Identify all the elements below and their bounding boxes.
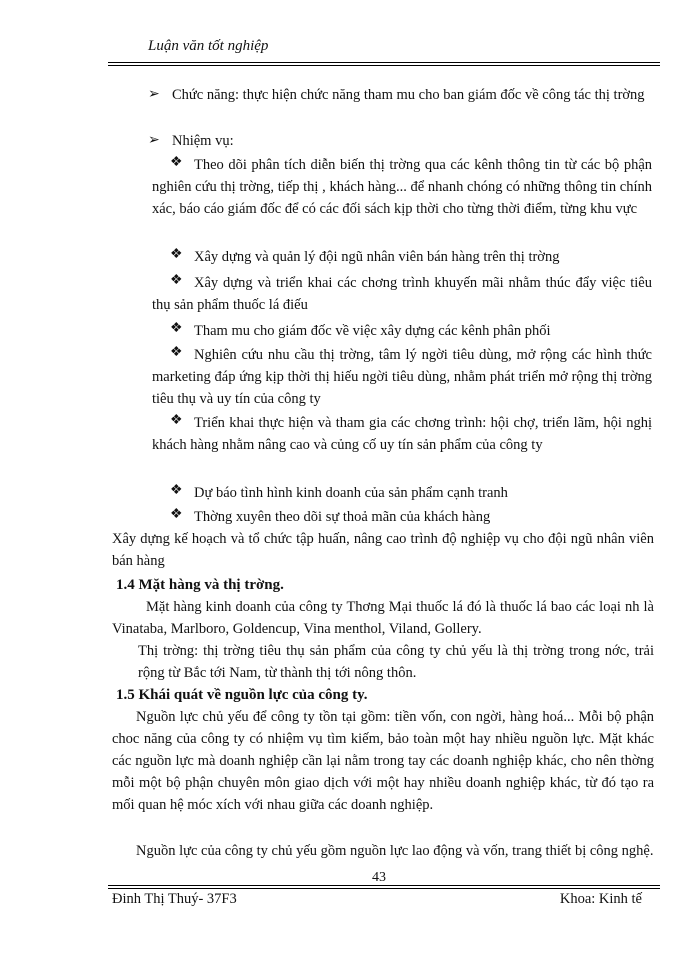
task-item: Tham mu cho giám đốc về việc xây dựng các kênh phân phối (194, 323, 551, 339)
running-header-title: Luận văn tốt nghiệp (148, 38, 269, 54)
arrow-bullet-icon: ➢ (148, 133, 160, 148)
footer-rule (108, 885, 660, 886)
footer-faculty: Khoa: Kinh tế (559, 891, 642, 907)
task-item: Dự báo tình hình kinh doanh của sản phẩm cạnh tranh (194, 485, 508, 501)
diamond-bullet-icon: ❖ (170, 247, 183, 262)
task-item: Nghiên cứu nhu cầu thị trờng, tâm lý ngời tiêu dùng, mở rộng các hình thức marketing đáp ứng kịp thời thị hiếu ngời tiêu dùng, nhằm phát triển mở rộng thị trờng tiêu thụ và uy tín của công ty (152, 347, 652, 407)
task-item: Triển khai thực hiện và tham gia các chơng trình: hội chợ, triển lãm, hội nghị khách hàng nhằm nâng cao và củng cố uy tín sản phẩm của công ty (152, 415, 652, 453)
paragraph: Nguồn lực chủ yếu để công ty tồn tại gồm: tiền vốn, con ngời, hàng hoá... Mỗi bộ phận choc năng của công ty có nhiệm vụ tìm kiếm, bảo toàn một hay nhiều nguồn lực. Mặt khác các nguồn lực mà doanh nghiệp cần lại nằm trong tay các doanh nghiệp khác, cho nên thờng mỗi một bộ phận chuyên môn giao dịch với một hay nhiều doanh nghiệp khác, từ đó tạo ra mối quan hệ móc xích với nhau giữa các doanh nghiệp. (112, 709, 654, 813)
paragraph: Thị trờng: thị trờng tiêu thụ sản phẩm của công ty chủ yếu là thị trờng trong nớc, trải rộng từ Bắc tới Nam, từ thành thị tới nông thôn. (138, 643, 654, 681)
task-item: Thờng xuyên theo dõi sự thoả mãn của khách hàng (194, 509, 491, 525)
diamond-bullet-icon: ❖ (170, 321, 183, 336)
diamond-bullet-icon: ❖ (170, 413, 183, 428)
footer-rule-double (108, 888, 660, 889)
task-item: Theo dõi phân tích diễn biến thị trờng qua các kênh thông tin từ các bộ phận nghiên cứu thị trờng, tiếp thị , khách hàng... để nhanh chóng có những thông tin chính xác, báo cáo giám đốc để có các đối sách kịp thời cho từng thời điểm, từng khu vực (152, 157, 652, 217)
diamond-bullet-icon: ❖ (170, 345, 183, 360)
bullet-duties: Nhiệm vụ: (172, 133, 234, 149)
arrow-bullet-icon: ➢ (148, 87, 160, 102)
bullet-function: Chức năng: thực hiện chức năng tham mu cho ban giám đốc về công tác thị trờng (172, 87, 645, 103)
header-rule (108, 62, 660, 63)
diamond-bullet-icon: ❖ (170, 155, 183, 170)
paragraph: Nguồn lực của công ty chủ yếu gồm nguồn lực lao động và vốn, trang thiết bị công nghệ. (136, 843, 654, 859)
header-rule-double (108, 65, 660, 66)
section-heading-1-5: 1.5 Khái quát về nguồn lực của công ty. (116, 687, 368, 703)
task-item: Xây dựng và quản lý đội ngũ nhân viên bán hàng trên thị trờng (194, 249, 560, 265)
diamond-bullet-icon: ❖ (170, 273, 183, 288)
diamond-bullet-icon: ❖ (170, 483, 183, 498)
paragraph: Mặt hàng kinh doanh của công ty Thơng Mại thuốc lá đó là thuốc lá bao các loại nh là Vinataba, Marlboro, Goldencup, Vina menthol, Viland, Gollery. (112, 599, 654, 637)
task-item-unmarked: Xây dựng kế hoạch và tổ chức tập huấn, nâng cao trình độ nghiệp vụ cho đội ngũ nhân viên bán hàng (112, 531, 654, 569)
page-number: 43 (372, 870, 386, 885)
section-heading-1-4: 1.4 Mặt hàng và thị trờng. (116, 577, 284, 593)
task-item: Xây dựng và triển khai các chơng trình khuyến mãi nhằm thúc đẩy việc tiêu thụ sản phẩm thuốc lá điếu (152, 275, 652, 313)
footer-author: Đinh Thị Thuý- 37F3 (112, 891, 237, 907)
diamond-bullet-icon: ❖ (170, 507, 183, 522)
